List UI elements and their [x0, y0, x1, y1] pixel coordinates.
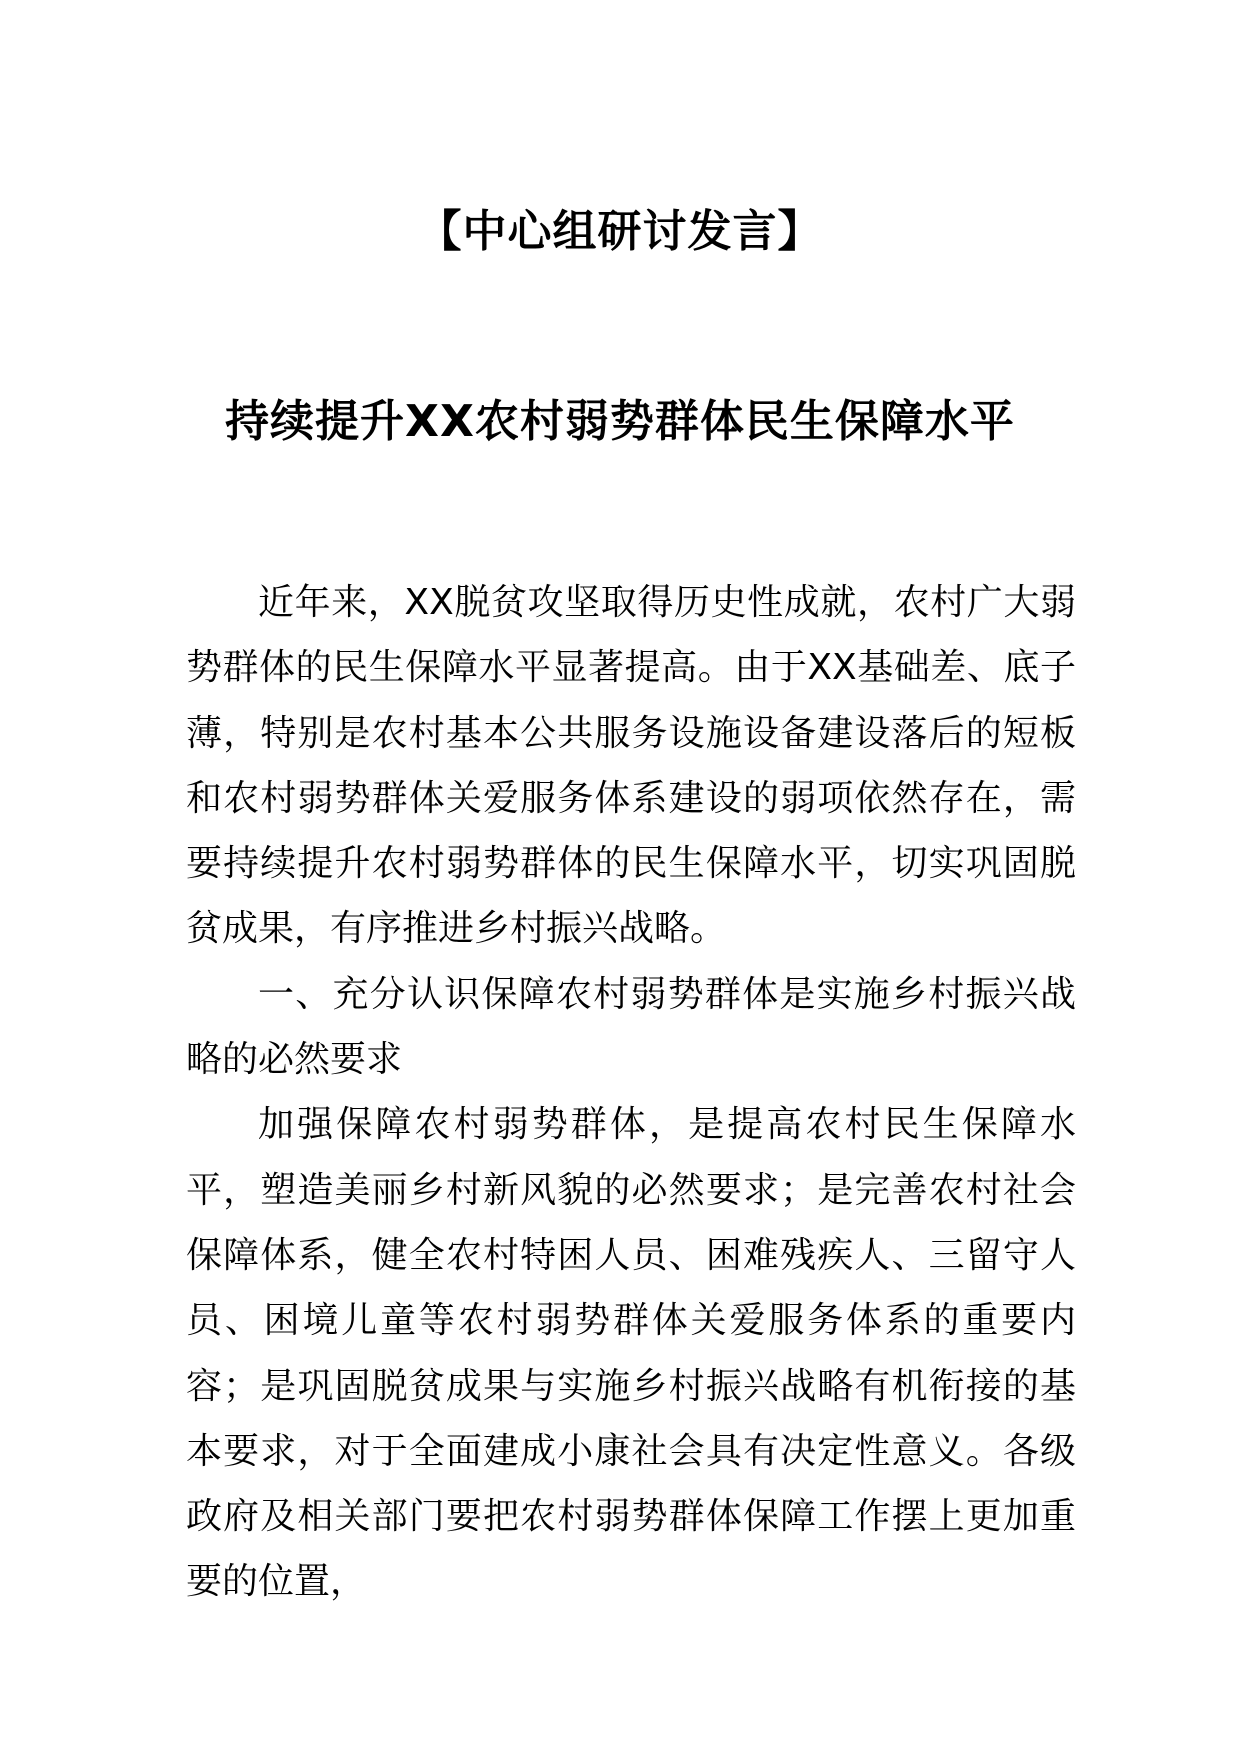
section-heading-1: 一、充分认识保障农村弱势群体是实施乡村振兴战略的必然要求 [186, 973, 1076, 1081]
intro-paragraph: 近年来，XX脱贫攻坚取得历史性成就，农村广大弱势群体的民生保障水平显著提高。由于XX基础差、底子薄，特别是农村基本公共服务设施设备建设落后的短板和农村弱势群体关爱服务体系建设的弱项依然存在，需要持续提升农村弱势群体的民生保障水平，切实巩固脱贫成果，有序推进乡村振兴战略。 [186, 582, 1076, 950]
body-paragraph: 加强保障农村弱势群体，是提高农村民生保障水平，塑造美丽乡村新风貌的必然要求；是完善农村社会保障体系，健全农村特困人员、困难残疾人、三留守人员、困境儿童等农村弱势群体关爱服务体系的重要内容；是巩固脱贫成果与实施乡村振兴战略有机衔接的基本要求，对于全面建成小康社会具有决定性意义。各级政府及相关部门要把农村弱势群体保障工作摆上更加重要的位置， [186, 1104, 1076, 1603]
section-header-label: 【中心组研讨发言】 [417, 206, 823, 257]
document-title: 持续提升XX农村弱势群体民生保障水平 [225, 396, 1015, 447]
document-body [186, 570, 1076, 1615]
